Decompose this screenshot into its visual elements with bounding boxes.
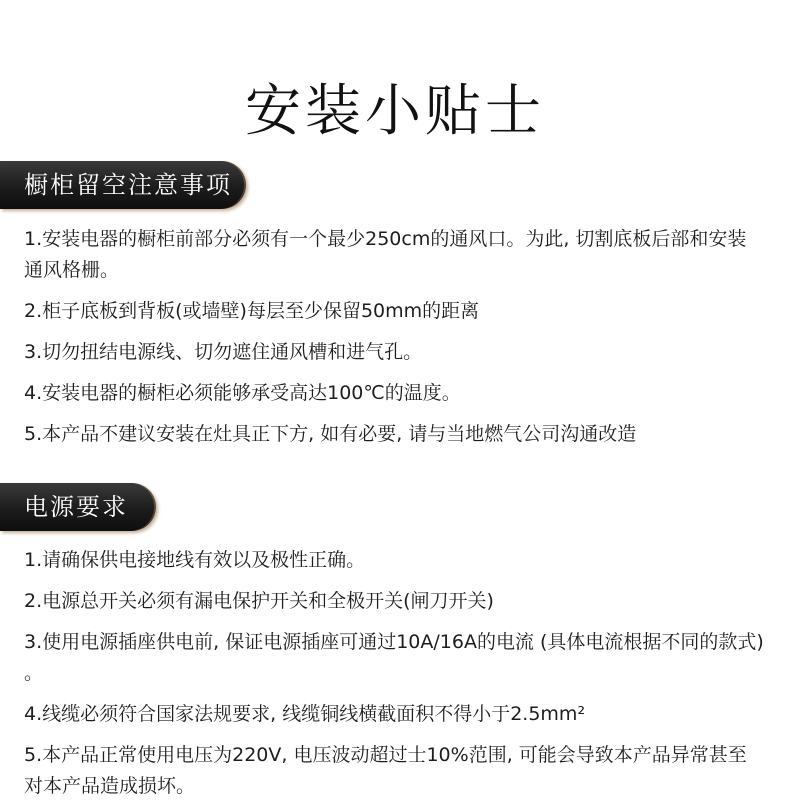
list-item: 2.电源总开关必须有漏电保护开关和全极开关(闸刀开关) [24, 590, 494, 612]
section-heading-cabinet-clearance: 橱柜留空注意事项 [0, 161, 246, 209]
list-item: 1.请确保供电接地线有效以及极性正确。 [24, 549, 366, 571]
list-item: 4.安装电器的橱柜必须能够承受高达100℃的温度。 [24, 382, 461, 404]
list-item: 5.本产品不建议安装在灶具正下方, 如有必要, 请与当地燃气公司沟通改造 [24, 423, 637, 445]
list-item: 3.切勿扭结电源线、切勿遮住通风槽和进气孔。 [24, 341, 423, 363]
list-item: 1.安装电器的橱柜前部分必须有一个最少250cm的通风口。为此, 切割底板后部和安装通风格栅。 [24, 228, 747, 281]
list-item: 3.使用电源插座供电前, 保证电源插座可通过10A/16A的电流 (具体电流根据不同的款式) 。 [24, 631, 764, 684]
power-requirements-list [24, 545, 764, 812]
list-item: 4.线缆必须符合国家法规要求, 线缆铜线横截面积不得小于2.5mm² [24, 703, 586, 725]
page-title: 安装小贴士 [245, 78, 545, 144]
list-item: 5.本产品正常使用电压为220V, 电压波动超过士10%范围, 可能会导致本产品异常甚至对本产品造成损坏。 [24, 744, 747, 797]
section-heading-power-requirements: 电源要求 [0, 483, 156, 531]
list-item: 2.柜子底板到背板(或墙壁)每层至少保留50mm的距离 [24, 300, 480, 322]
cabinet-clearance-list [24, 224, 764, 460]
